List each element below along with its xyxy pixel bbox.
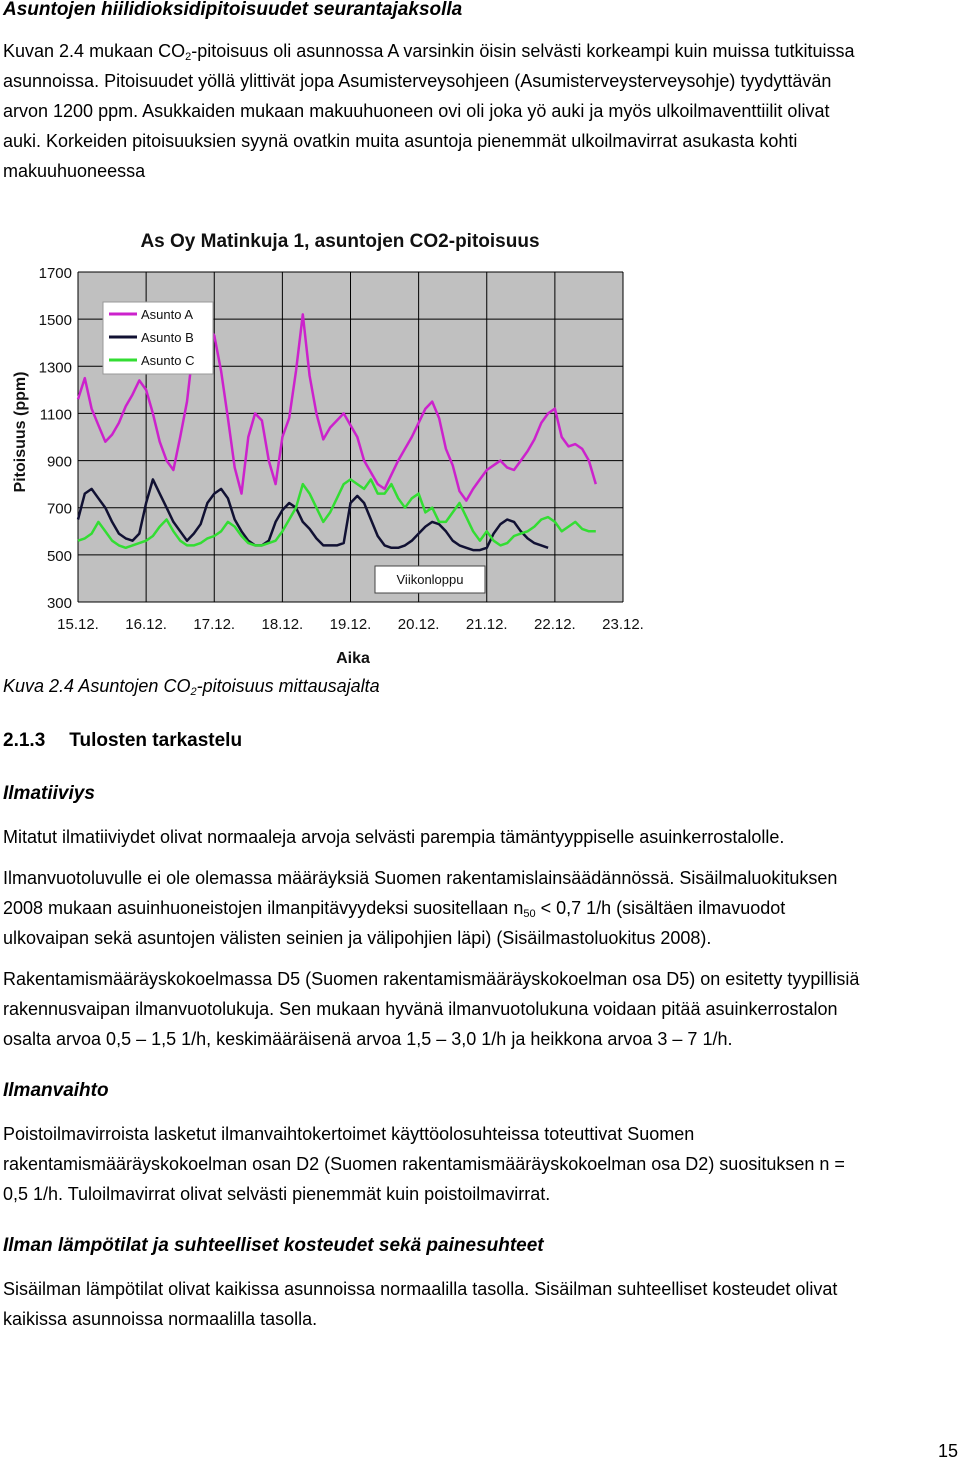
subheading-ilmanvaihto: Ilmanvaihto [3, 1080, 109, 1101]
y-tick-label: 500 [46, 547, 72, 565]
x-tick-labels [57, 616, 644, 633]
ilmatiiviys-p2-line-3: ulkovaipan sekä asuntojen välisten seinien ja välipohjien läpi) (Sisäilmastoluokitus 2008). [3, 928, 712, 948]
legend-label-c: Asunto C [141, 353, 195, 368]
x-tick-label: 21.12. [465, 616, 508, 633]
x-tick-label: 18.12. [261, 616, 304, 633]
p2-subscript: 50 [523, 908, 536, 920]
p2-text-a: 2008 mukaan asuinhuoneistojen ilmanpitävyydeksi suositellaan n [3, 898, 524, 918]
ilmatiiviys-p3-line-3: osalta arvoa 0,5 – 1,5 1/h, keskimääräisenä arvoa 1,5 – 3,0 1/h ja heikkona arvoa 3 – 7 1/h. [3, 1029, 733, 1049]
weekend-annotation [375, 566, 485, 593]
subheading-lampotilat: Ilman lämpötilat ja suhteelliset kosteudet sekä painesuhteet [3, 1235, 544, 1256]
intro-text-a: Kuvan 2.4 mukaan CO [3, 41, 186, 61]
intro-line-4: auki. Korkeiden pitoisuuksien syynä ovatkin muita asuntoja pienemmät ulkoilmavirrat asukasta kohti [3, 131, 798, 151]
x-tick-label: 23.12. [602, 616, 644, 633]
x-tick-label: 15.12. [57, 616, 99, 633]
legend-label-a: Asunto A [141, 307, 194, 322]
section-number: 2.1.3 [3, 730, 46, 751]
ilmatiiviys-p3-line-2: rakennusvaipan ilmanvuotolukuja. Sen mukaan hyvänä ilmanvuotolukuna voidaan pitää asuinkerrostalon [3, 999, 838, 1019]
ilmatiiviys-p3 [3, 964, 859, 1054]
intro-paragraph [3, 36, 855, 186]
x-tick-label: 17.12. [193, 616, 236, 633]
p2-text-b: < 0,7 1/h (sisältäen ilmavuodot [535, 898, 786, 918]
ilmatiiviys-p1 [3, 822, 784, 852]
y-tick-label: 1700 [38, 265, 72, 282]
section-title: Tulosten tarkastelu [69, 730, 243, 751]
intro-line-3: arvon 1200 ppm. Asukkaiden mukaan makuuhuoneen ovi oli joka yö auki ja myös ulkoilmaventtiilit olivat [3, 101, 830, 121]
y-tick-label: 1300 [38, 359, 72, 377]
y-tick-label: 300 [46, 595, 72, 612]
y-tick-label: 900 [46, 453, 72, 471]
ilmatiiviys-p1-text: Mitatut ilmatiiviydet olivat normaaleja arvoja selvästi parempia tämäntyyppiselle asuinkerrostalolle. [3, 827, 785, 847]
caption-subscript: 2 [190, 686, 197, 698]
y-tick-label: 700 [46, 500, 72, 518]
ilmatiiviys-p2-line-1: Ilmanvuotoluvulle ei ole olemassa määräyksiä Suomen rakentamislainsäädännössä. Sisäilmaluokituksen [3, 868, 838, 888]
page-number: 15 [937, 1441, 958, 1461]
intro-line-2: asunnoissa. Pitoisuudet yöllä ylittivät jopa Asumisterveysohjeen (Asumisterveysterveysohje) tyydyttävän [3, 71, 832, 91]
caption-text-b: -pitoisuus mittausajalta [196, 676, 380, 696]
ilmanvaihto-paragraph [3, 1119, 845, 1209]
lampotilat-line-1: Sisäilman lämpötilat olivat kaikissa asunnoissa normaalilla tasolla. Sisäilman suhteelliset kosteudet olivat [3, 1279, 838, 1299]
caption-text-a: Kuva 2.4 Asuntojen CO [3, 676, 191, 696]
figure-caption [3, 676, 380, 697]
ilmatiiviys-p2 [3, 863, 837, 953]
y-tick-label: 1500 [38, 312, 72, 330]
chart-title: As Oy Matinkuja 1, asuntojen CO2-pitoisuus [140, 231, 540, 252]
intro-line-5: makuuhuoneessa [3, 161, 146, 181]
legend-label-b: Asunto B [141, 330, 194, 345]
ilmanvaihto-line-2: rakentamismääräyskokoelman osan D2 (Suomen rakentamismääräyskokoelman osa D2) suosituksen n = [3, 1154, 845, 1174]
annotation-label: Viikonloppu [396, 572, 464, 587]
x-tick-label: 22.12. [534, 616, 576, 633]
ilmanvaihto-line-1: Poistoilmavirroista lasketut ilmanvaihtokertoimet käyttöolosuhteissa toteuttivat Suomen [3, 1124, 695, 1144]
x-tick-label: 20.12. [397, 616, 440, 633]
legend [103, 302, 213, 374]
y-axis-label: Pitoisuus (ppm) [12, 371, 29, 493]
ilmanvaihto-line-3: 0,5 1/h. Tuloilmavirrat olivat selvästi pienemmät kuin poistoilmavirrat. [3, 1184, 551, 1204]
ilmatiiviys-p2-line-2 [3, 893, 837, 923]
lampotilat-line-2: kaikissa asunnoissa normaalilla tasolla. [3, 1309, 318, 1329]
intro-line-1 [3, 36, 855, 66]
co2-chart [3, 212, 683, 677]
y-tick-label: 1100 [39, 406, 72, 424]
intro-subscript: 2 [185, 51, 192, 63]
section-heading [3, 730, 242, 752]
ilmatiiviys-p3-line-1: Rakentamismääräyskokoelmassa D5 (Suomen rakentamismääräyskokoelman osa D5) on esitetty tyypillisiä [3, 969, 860, 989]
x-tick-label: 19.12. [329, 616, 372, 633]
subheading-ilmatiiviys: Ilmatiiviys [3, 783, 95, 804]
x-tick-label: 16.12. [125, 616, 167, 633]
lampotilat-paragraph [3, 1274, 837, 1334]
intro-text-b: -pitoisuus oli asunnossa A varsinkin öisin selvästi korkeampi kuin muissa tutkituissa [191, 41, 855, 61]
section-heading-co2: Asuntojen hiilidioksidipitoisuudet seurantajaksolla [3, 0, 463, 20]
x-axis-label: Aika [336, 650, 370, 667]
